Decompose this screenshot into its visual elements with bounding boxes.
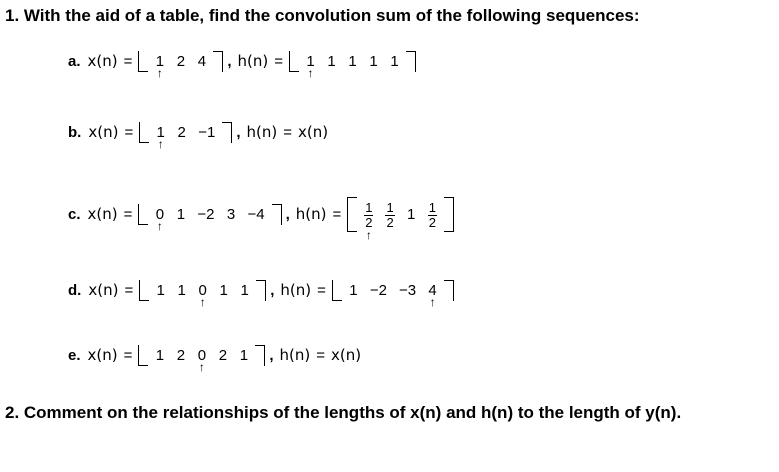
part-d	[68, 270, 454, 310]
x-value: 1	[176, 205, 186, 223]
x-value: −2	[197, 205, 215, 223]
origin-arrow-icon: ↑	[156, 218, 163, 233]
origin-arrow-icon: ↑	[199, 294, 206, 309]
left-bracket	[138, 204, 148, 225]
h-value: $\frac{1}{2}$	[386, 199, 394, 230]
x-label: x(n)	[87, 52, 118, 70]
question-2: 2. Comment on the relationships of the lengths of x(n) and h(n) to the length of y(n).	[5, 403, 682, 422]
x-value: 0 ↑	[197, 346, 207, 374]
x-value: 2	[177, 123, 186, 141]
x-sequence	[138, 345, 265, 374]
part-label: b.	[68, 123, 82, 141]
x-value: 0 ↑	[155, 205, 165, 233]
part-e	[68, 335, 361, 375]
h-sequence	[347, 197, 454, 242]
h-equals-x: x(n)	[297, 123, 329, 141]
x-label: x(n)	[88, 281, 119, 299]
x-value: 1 ↑	[155, 52, 165, 80]
x-value: 1	[155, 346, 165, 364]
equals-sign: =	[124, 281, 134, 299]
h-equals-x: x(n)	[331, 346, 362, 364]
x-value: 2	[176, 346, 186, 364]
x-value: −4	[247, 205, 265, 223]
x-label: x(n)	[88, 123, 119, 141]
right-bracket	[255, 345, 265, 366]
equals-sign: =	[124, 123, 134, 141]
left-bracket	[332, 280, 342, 301]
part-label: d.	[68, 281, 82, 299]
x-value: 2	[176, 52, 186, 70]
right-bracket	[256, 280, 266, 301]
equals-sign: =	[317, 281, 326, 299]
x-value: 1	[177, 281, 186, 299]
h-label: h(n)	[280, 281, 312, 299]
origin-arrow-icon: ↑	[156, 65, 163, 80]
right-bracket	[444, 197, 454, 232]
origin-arrow-icon: ↑	[198, 359, 205, 374]
h-sequence	[332, 280, 454, 309]
h-label: h(n)	[279, 346, 311, 364]
x-sequence	[139, 280, 266, 309]
equals-sign: =	[274, 52, 284, 70]
equals-sign: =	[123, 346, 133, 364]
h-value: 1 ↑	[306, 52, 315, 80]
x-label: x(n)	[87, 205, 118, 223]
x-value: 1	[240, 281, 249, 299]
left-bracket	[139, 280, 149, 301]
x-value: 1	[219, 281, 228, 299]
x-value: 1	[239, 346, 249, 364]
equals-sign: =	[123, 52, 133, 70]
h-value: 1	[349, 281, 358, 299]
part-a	[68, 41, 416, 81]
h-value: $\frac{1}{2}$	[428, 199, 436, 230]
right-bracket	[406, 51, 416, 72]
h-value: 1	[348, 52, 357, 70]
part-c	[68, 190, 454, 242]
x-sequence	[138, 51, 223, 80]
x-value: 2	[218, 346, 228, 364]
part-label: a.	[68, 52, 81, 70]
left-bracket	[138, 345, 148, 366]
comma: ,	[236, 123, 241, 141]
h-label: h(n)	[295, 205, 327, 223]
left-bracket	[139, 122, 149, 143]
part-label: c.	[68, 205, 81, 223]
comma: ,	[285, 205, 290, 223]
x-value: 1 ↑	[156, 123, 165, 151]
h-sequence	[289, 51, 416, 80]
equals-sign: =	[283, 123, 292, 141]
origin-arrow-icon: ↑	[429, 294, 436, 309]
right-bracket	[213, 51, 223, 72]
h-value: 1	[327, 52, 336, 70]
h-value: −2	[369, 281, 387, 299]
h-value: 1	[369, 52, 378, 70]
h-label: h(n)	[246, 123, 278, 141]
x-value: 1	[156, 281, 165, 299]
left-bracket	[138, 51, 148, 72]
h-value: −3	[398, 281, 417, 299]
left-bracket	[289, 51, 299, 72]
h-value: 4 ↑	[428, 281, 437, 309]
equals-sign: =	[123, 205, 133, 223]
equals-sign: =	[316, 346, 326, 364]
x-value: 3	[226, 205, 236, 223]
x-value: 4	[197, 52, 207, 70]
origin-arrow-icon: ↑	[307, 65, 314, 80]
x-value: 0 ↑	[198, 281, 207, 309]
h-value: 1	[407, 205, 416, 223]
x-label: x(n)	[87, 346, 118, 364]
left-bracket	[347, 197, 357, 232]
comma: ,	[269, 346, 274, 364]
origin-arrow-icon: ↑	[365, 227, 372, 242]
x-value: −1	[198, 123, 216, 141]
question-1: 1. With the aid of a table, find the convolution sum of the following sequences:	[5, 6, 640, 25]
h-value: 1	[390, 52, 399, 70]
right-bracket	[272, 204, 282, 225]
origin-arrow-icon: ↑	[157, 136, 164, 151]
comma: ,	[227, 52, 232, 70]
comma: ,	[270, 281, 275, 299]
x-sequence	[138, 204, 281, 233]
h-value: 1 2 ↑	[365, 199, 373, 242]
part-b	[68, 112, 328, 152]
x-sequence	[139, 122, 232, 151]
part-label: e.	[68, 346, 81, 364]
h-label: h(n)	[237, 52, 269, 70]
right-bracket	[444, 280, 454, 301]
right-bracket	[222, 122, 232, 143]
equals-sign: =	[332, 205, 342, 223]
